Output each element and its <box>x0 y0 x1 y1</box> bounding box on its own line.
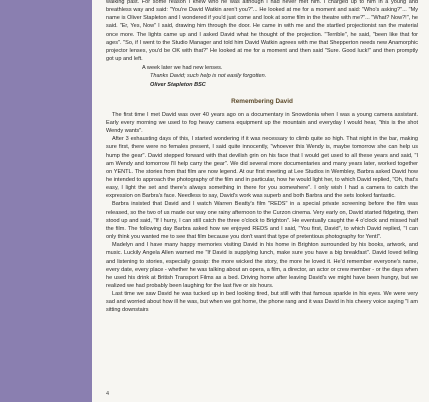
page-content <box>106 0 418 315</box>
thanks-line: Thanks David; such help is not easily forgotten. <box>150 73 267 80</box>
page-number: 4 <box>106 391 110 397</box>
section-paragraph: Last time we saw David he was tucked up in bed looking tired, but still with that famous sparkle in his eyes. We were very sad and worried about how ill he was, but when we got home, the phone rang and it was David in his cheery voice saying "I am sitting downstairs <box>106 291 418 314</box>
document-page <box>92 0 429 402</box>
section-paragraph: Barbra insisted that David and I watch Warren Beatty's film "REDS" in a special private screening before the film was released, so the two of us made our way one rainy afternoon to the Curzon cinema. Very early on, David started fidgeting, then stood up and said, "If I hurry, I can still catch the three o'clock to Brighton". He eventually caught the 4 o'clock and missed half the film. The following day Barbra asked how we enjoyed REDS and I said, "You first, David", to which David replied, "I can only think you wanted me to see that film because you don't want that type of pretentious photography for Yentl". <box>106 201 418 241</box>
section-paragraph: The first time I met David was over 40 years ago on a documentary in Snowdonia when I was a young camera assistant. Early every morning we used to fog heavy camera equipment up the mountain and everyday I would hear, "this is the shot Wendy wants". <box>106 111 418 135</box>
paragraph-continued: walking past. For some reason I knew who he was although I had never met him. I charged up to him in a young and breathless way and said: "You're David Watkin aren't you?"... He looked at me for a moment and said: "Who's asking?"... "My name is Oliver Stapleton and I wondered if you'd just come and look at some film in the theatre with me?"... "What? Now?!", he said. "Er, Yes, Now" I said, drawing him through the door. He came in with me and the startled projectionist ran the material once more. The lights came up and I asked David what he thought of the projection. "Terrible", he said, "been like that for ages". "So, if I went to the Studio Manager and told him David Watkin agrees with me that Shepperton needs new Anamorphic projector lenses, you'd be OK with that?" He looked at me for a moment and then said "Sure. Good luck!" and then promptly got up and left. <box>106 0 418 63</box>
author-signature: Oliver Stapleton BSC <box>150 81 206 88</box>
scan-margin <box>429 0 448 402</box>
paragraph-week-later: A week later we had new lenses. <box>142 65 223 72</box>
section-paragraph: After 3 exhausting days of this, I started wondering if it was necessary to climb quite so high. That night in the bar, making sure first, there were no females present, I said quite innocently, "whoever this Wendy is, maybe tomorrow she can help us hump the gear". David stepped forward with that devilish grin on his face that I would get used to all these years and said, "I am Wendy and tomorrow I'll help carry the gear". We did several more documentaries and many years later, worked together on YENTL. The stories from that film are now legend. At our first meeting at Lee Studios in Wembley, Barbra asked David how he intended to approach the photography of the film and in particular, how he would light her, to which David replied, "Oh, that's easy, I light the set and there's always something in there for you somewhere". I only wish I had a camera to catch the expression on Barbra's face. Needless to say, David's work was superb and both Barbra and the sets looked fantastic. <box>106 136 418 200</box>
section-heading: Remembering David <box>231 97 293 105</box>
section-paragraph: Madelyn and I have many happy memories visiting David in his home in Brighton surrounded by his books, artwork, and music. Luckily Angela Allen warned me "If David is supplying lunch, make sure you have a big breakfast". David loved telling and listening to stories, especially gossip: the more wicked the story, the more he loved it. He'd remember everyone's name, every date, every place - whether he was talking about an opera, a film, a director, an actor or crew member - or the days when he used his drink at British Transport Films as a bed. Driving home after leaving David's we might have been hungry, but we realized we had probably been laughing for the last five or six hours. <box>106 242 418 289</box>
